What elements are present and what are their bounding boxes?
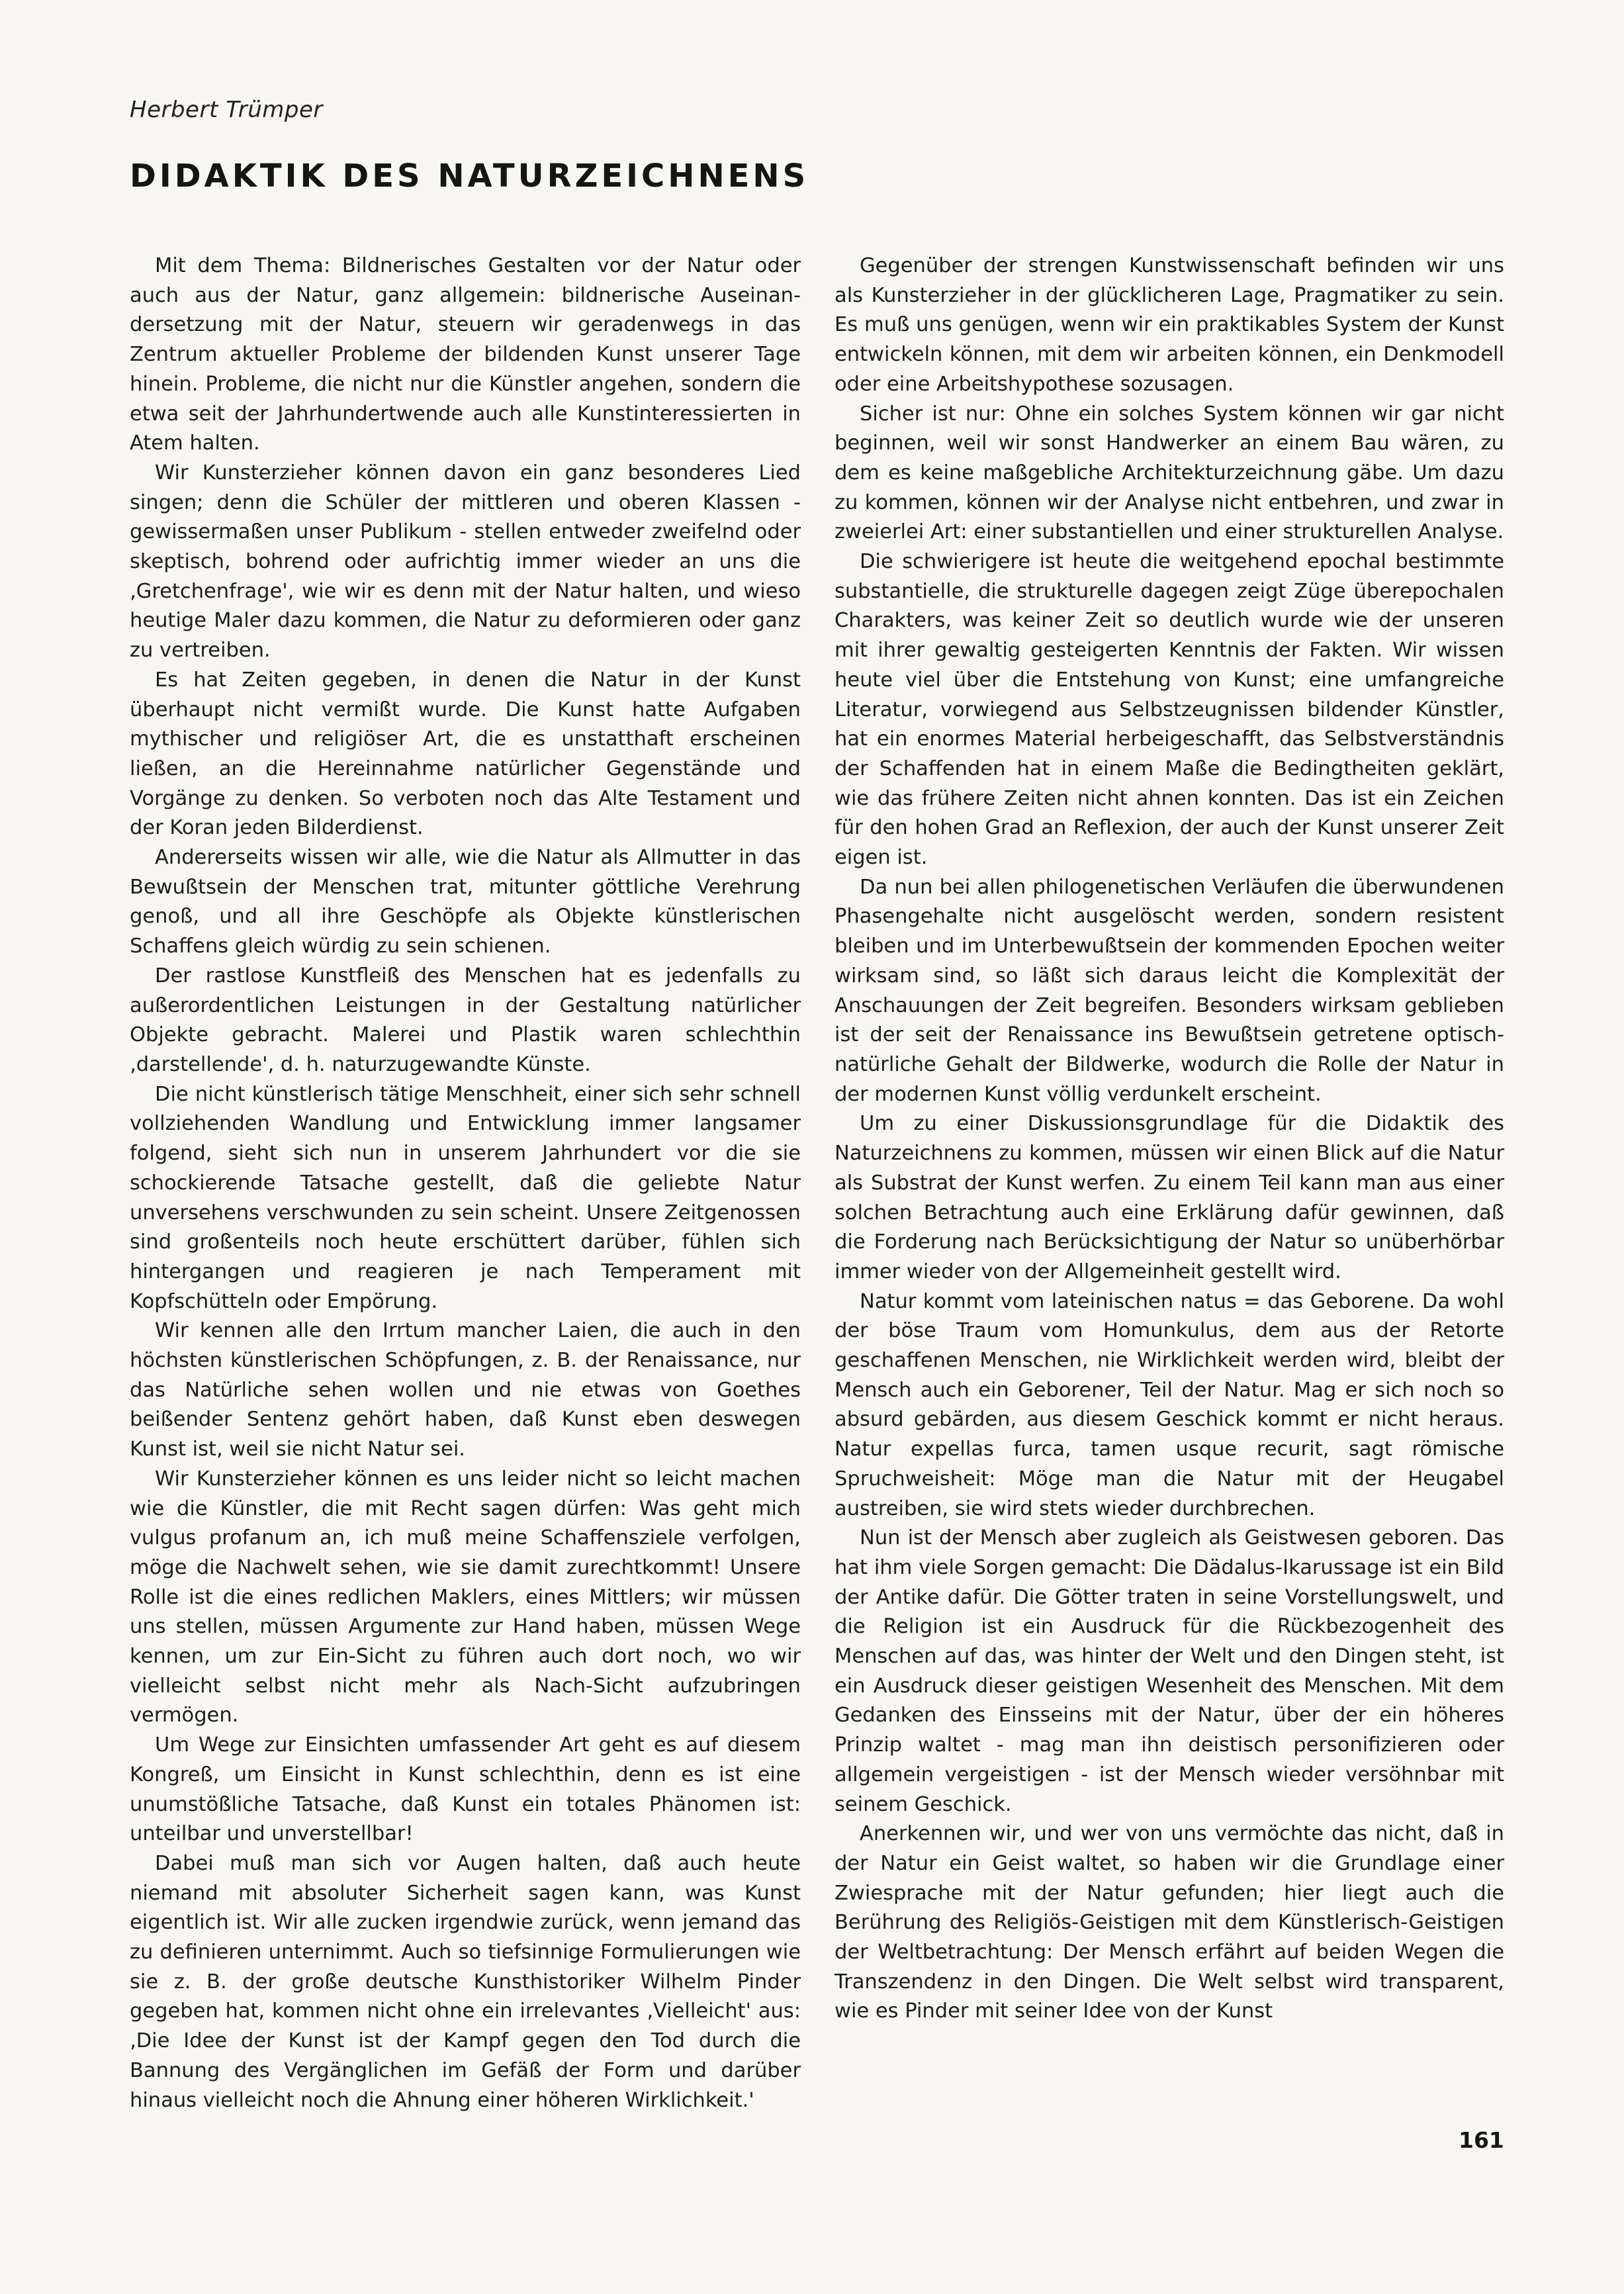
paragraph: Die nicht künstlerisch tätige Menschheit, einer sich sehr schnell vollziehenden Wandlung und Entwicklung immer langsamer folgend, sieht sich nun in unserem Jahrhundert vor die sie schockierende Tatsache gestellt, daß die geliebte Natur unversehens verschwunden zu sein scheint. Unsere Zeitgenossen sind großenteils noch heute erschüttert darüber, fühlen sich hintergangen und reagieren je nach Temperament mit Kopfschütteln oder Empörung. xyxy=(130,1082,801,1313)
paragraph: Der rastlose Kunstfleiß des Menschen hat es jedenfalls zu außerordentlichen Leistungen in der Gestaltung natürlicher Objekte gebracht. Malerei und Plastik waren schlechthin ‚darstellende', d. h. naturzugewandte Künste. xyxy=(130,964,801,1076)
paragraph: Anerkennen wir, und wer von uns vermöchte das nicht, daß in der Natur ein Geist waltet, so haben wir die Grundlage einer Zwiesprache mit der Natur gefunden; hier liegt auch die Berührung des Religiös-Geistigen mit dem Künstlerisch-Geistigen der Weltbetrachtung: Der Mensch erfährt auf beiden Wegen die Transzendenz in den Dingen. Die Welt selbst wird transparent, wie es Pinder mit seiner Idee von der Kunst xyxy=(835,1822,1504,2023)
article-title: DIDAKTIK DES NATURZEICHNENS xyxy=(130,158,809,195)
paragraph: Natur kommt vom lateinischen natus = das Geborene. Da wohl der böse Traum vom Homunkulus, dem aus der Retorte geschaffenen Menschen, nie Wirklichkeit werden wird, bleibt der Mensch auch ein Geborener, Teil der Natur. Mag er sich noch so absurd gebärden, aus diesem Geschick kommt er nicht heraus. Natur expellas furca, tamen usque recurit, sagt römische Spruchweisheit: Möge man die Natur mit der Heugabel austreiben, sie wird stets wieder durchbrechen. xyxy=(835,1289,1504,1520)
paragraph: Mit dem Thema: Bildnerisches Gestalten vor der Natur oder auch aus der Natur, ganz allgemein: bildnerische Auseinandersetzung mit der Natur, steuern wir geradenwegs in das Zentrum aktueller Probleme der bildenden Kunst unserer Tage hinein. Probleme, die nicht nur die Künstler angehen, sondern die etwa seit der Jahrhundertwende auch alle Kunstinteressierten in Atem halten. xyxy=(130,254,801,455)
paragraph: Nun ist der Mensch aber zugleich als Geistwesen geboren. Das hat ihm viele Sorgen gemacht: Die Dädalus-Ikarussage ist ein Bild der Antike dafür. Die Götter traten in seine Vorstellungswelt, und die Religion ist ein Ausdruck für die Rückbezogenheit des Menschen auf das, was hinter der Welt und den Dingen steht, ist ein Ausdruck dieser geistigen Wesenheit des Menschen. Mit dem Gedanken des Einsseins mit der Natur, über der ein höheres Prinzip waltet - mag man ihn deistisch personifizieren oder allgemein vergeistigen - ist der Mensch wieder versöhnbar mit seinem Geschick. xyxy=(835,1526,1504,1816)
paragraph: Um zu einer Diskussionsgrundlage für die Didaktik des Naturzeichnens zu kommen, müssen wir einen Blick auf die Natur als Substrat der Kunst werfen. Zu einem Teil kann man aus einer solchen Betrachtung auch eine Erklärung dafür gewinnen, daß die Forderung nach Berücksichtigung der Natur so unüberhörbar immer wieder von der Allgemeinheit gestellt wird. xyxy=(835,1112,1504,1283)
paragraph: Da nun bei allen philogenetischen Verläufen die überwundenen Phasengehalte nicht ausgelöscht werden, sondern resistent bleiben und im Unterbewußtsein der kommenden Epochen weiter wirksam sind, so läßt sich daraus leicht die Komplexität der Anschauungen der Zeit begreifen. Besonders wirksam geblieben ist der seit der Renaissance ins Bewußtsein getretene optisch-natürliche Gehalt der Bildwerke, wodurch die Rolle der Natur in der modernen Kunst völlig verdunkelt erscheint. xyxy=(835,875,1504,1106)
paragraph: Wir kennen alle den Irrtum mancher Laien, die auch in den höchsten künstlerischen Schöpfungen, z. B. der Renaissance, nur das Natürliche sehen wollen und nie etwas von Goethes beißender Sentenz gehört haben, daß Kunst eben deswegen Kunst ist, weil sie nicht Natur sei. xyxy=(130,1319,801,1461)
paragraph: Sicher ist nur: Ohne ein solches System können wir gar nicht beginnen, weil wir sonst Handwerker an einem Bau wären, zu dem es keine maßgebliche Architekturzeichnung gäbe. Um dazu zu kommen, können wir der Analyse nicht entbehren, und zwar in zweierlei Art: einer substantiellen und einer strukturellen Analyse. xyxy=(835,402,1504,544)
paragraph: Gegenüber der strengen Kunstwissenschaft befinden wir uns als Kunsterzieher in der glücklicheren Lage, Pragmatiker zu sein. Es muß uns genügen, wenn wir ein praktikables System der Kunst entwickeln können, mit dem wir arbeiten können, ein Denkmodell oder eine Arbeitshypothese sozusagen. xyxy=(835,254,1504,396)
text-column-left xyxy=(130,252,801,2115)
author-name: Herbert Trümper xyxy=(130,97,323,123)
page-number: 161 xyxy=(1459,2127,1504,2153)
paragraph: Es hat Zeiten gegeben, in denen die Natur in der Kunst überhaupt nicht vermißt wurde. Die Kunst hatte Aufgaben mythischer und religiöser Art, die es unstatthaft erscheinen ließen, an die Hereinnahme natürlicher Gegenstände und Vorgänge zu denken. So verboten noch das Alte Testament und der Koran jeden Bilderdienst. xyxy=(130,668,801,840)
paragraph: Die schwierigere ist heute die weitgehend epochal bestimmte substantielle, die strukturelle dagegen zeigt Züge überepochalen Charakters, was keiner Zeit so deutlich wurde wie der unseren mit ihrer gewaltig gesteigerten Kenntnis der Fakten. Wir wissen heute viel über die Entstehung von Kunst; eine umfangreiche Literatur, vorwiegend aus Selbstzeugnissen bildender Künstler, hat ein enormes Material herbeigeschafft, das Selbstverständnis der Schaffenden hat in einem Maße die Bedingtheiten geklärt, wie das frühere Zeiten nicht ahnen konnten. Das ist ein Zeichen für den hohen Grad an Reflexion, der auch der Kunst unserer Zeit eigen ist. xyxy=(835,550,1504,870)
paragraph: Wir Kunsterzieher können davon ein ganz besonderes Lied singen; denn die Schüler der mittleren und oberen Klassen - gewissermaßen unser Publikum - stellen entweder zweifelnd oder skeptisch, bohrend oder aufrichtig immer wieder an uns die ‚Gretchenfrage', wie wir es denn mit der Natur halten, und wieso heutige Maler dazu kommen, die Natur zu deformieren oder ganz zu vertreiben. xyxy=(130,461,801,663)
paragraph: Dabei muß man sich vor Augen halten, daß auch heute niemand mit absoluter Sicherheit sagen kann, was Kunst eigentlich ist. Wir alle zucken irgendwie zurück, wenn jemand das zu definieren unternimmt. Auch so tiefsinnige Formulierungen wie sie z. B. der große deutsche Kunsthistoriker Wilhelm Pinder gegeben hat, kommen nicht ohne ein irrelevantes ‚Vielleicht' aus: ‚Die Idee der Kunst ist der Kampf gegen den Tod durch die Bannung des Vergänglichen im Gefäß der Form und darüber hinaus vielleicht noch die Ahnung einer höheren Wirklichkeit.' xyxy=(130,1851,801,2112)
paragraph: Wir Kunsterzieher können es uns leider nicht so leicht machen wie die Künstler, die mit Recht sagen dürfen: Was geht mich vulgus profanum an, ich muß meine Schaffensziele verfolgen, möge die Nachwelt sehen, wie sie damit zurechtkommt! Unsere Rolle ist die eines redlichen Maklers, eines Mittlers; wir müssen uns stellen, müssen Argumente zur Hand haben, müssen Wege kennen, um zur Ein-Sicht zu führen auch dort noch, wo wir vielleicht selbst nicht mehr als Nach-Sicht aufzubringen vermögen. xyxy=(130,1467,801,1727)
paragraph: Andererseits wissen wir alle, wie die Natur als Allmutter in das Bewußtsein der Menschen trat, mitunter göttliche Verehrung genoß, und all ihre Geschöpfe als Objekte künstlerischen Schaffens gleich würdig zu sein schienen. xyxy=(130,846,801,958)
text-column-right xyxy=(835,252,1504,2027)
paragraph: Um Wege zur Einsichten umfassender Art geht es auf diesem Kongreß, um Einsicht in Kunst schlechthin, denn es ist eine unumstößliche Tatsache, daß Kunst ein totales Phänomen ist: unteilbar und unverstellbar! xyxy=(130,1733,801,1846)
